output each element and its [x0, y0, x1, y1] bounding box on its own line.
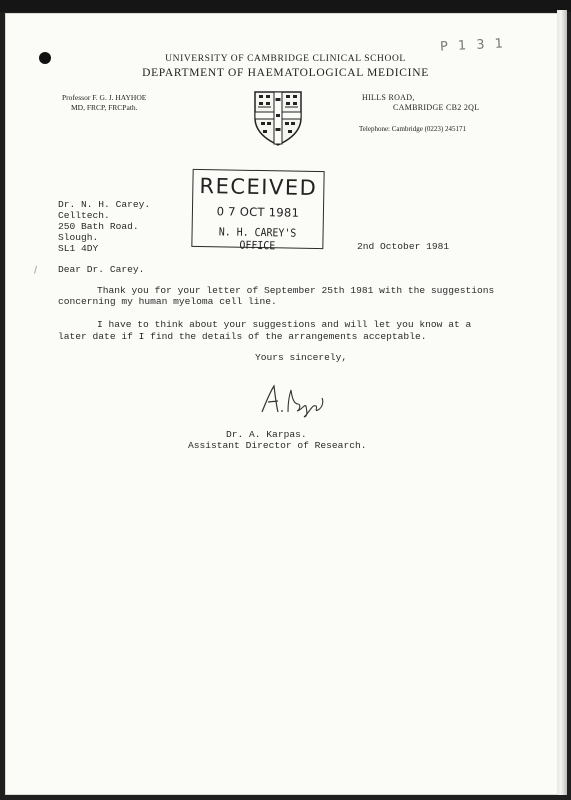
- letterhead-professor: Professor F. G. J. HAYHOE: [62, 93, 147, 102]
- stamp-received: RECEIVED: [199, 173, 318, 201]
- body-paragraph-2-line-1: I have to think about your suggestions and will let you know at a: [97, 319, 472, 330]
- letterhead-address-line1: HILLS ROAD,: [362, 93, 415, 102]
- university-crest-icon: [253, 90, 303, 146]
- recipient-town: Slough.: [58, 232, 99, 243]
- recipient-name: Dr. N. H. Carey.: [58, 199, 151, 210]
- page-edge: [557, 10, 567, 795]
- signatory-title: Assistant Director of Research.: [188, 440, 367, 451]
- body-paragraph-1-line-1: Thank you for your letter of September 25th 1981 with the suggestions: [97, 285, 495, 296]
- salutation: Dear Dr. Carey.: [58, 264, 145, 275]
- letterhead-qualifications: MD, FRCP, FRCPath.: [71, 103, 138, 112]
- signatory-name: Dr. A. Karpas.: [226, 429, 307, 440]
- received-stamp: [191, 169, 324, 253]
- body-paragraph-1-line-2: concerning my human myeloma cell line.: [58, 296, 277, 307]
- letterhead-school: UNIVERSITY OF CAMBRIDGE CLINICAL SCHOOL: [165, 54, 406, 64]
- letterhead-address-line2: CAMBRIDGE CB2 2QL: [393, 103, 480, 112]
- stamp-office: N. H. CAREY'S OFFICE: [218, 225, 297, 253]
- letter-date: 2nd October 1981: [357, 241, 450, 252]
- scan-top-edge: [0, 0, 571, 12]
- recipient-company: Celltech.: [58, 210, 110, 221]
- body-paragraph-2-line-2: later date if I find the details of the arrangements acceptable.: [58, 331, 427, 342]
- closing: Yours sincerely,: [255, 352, 348, 363]
- recipient-postcode: SL1 4DY: [58, 243, 99, 254]
- handwritten-reference: P 1 3 1: [439, 36, 507, 55]
- letterhead-department: DEPARTMENT OF HAEMATOLOGICAL MEDICINE: [142, 67, 429, 79]
- stamp-date: 0 7 OCT 1981: [216, 204, 300, 220]
- letterhead-telephone: Telephone: Cambridge (0223) 245171: [359, 125, 467, 133]
- handwritten-signature: [258, 382, 328, 418]
- recipient-street: 250 Bath Road.: [58, 221, 139, 232]
